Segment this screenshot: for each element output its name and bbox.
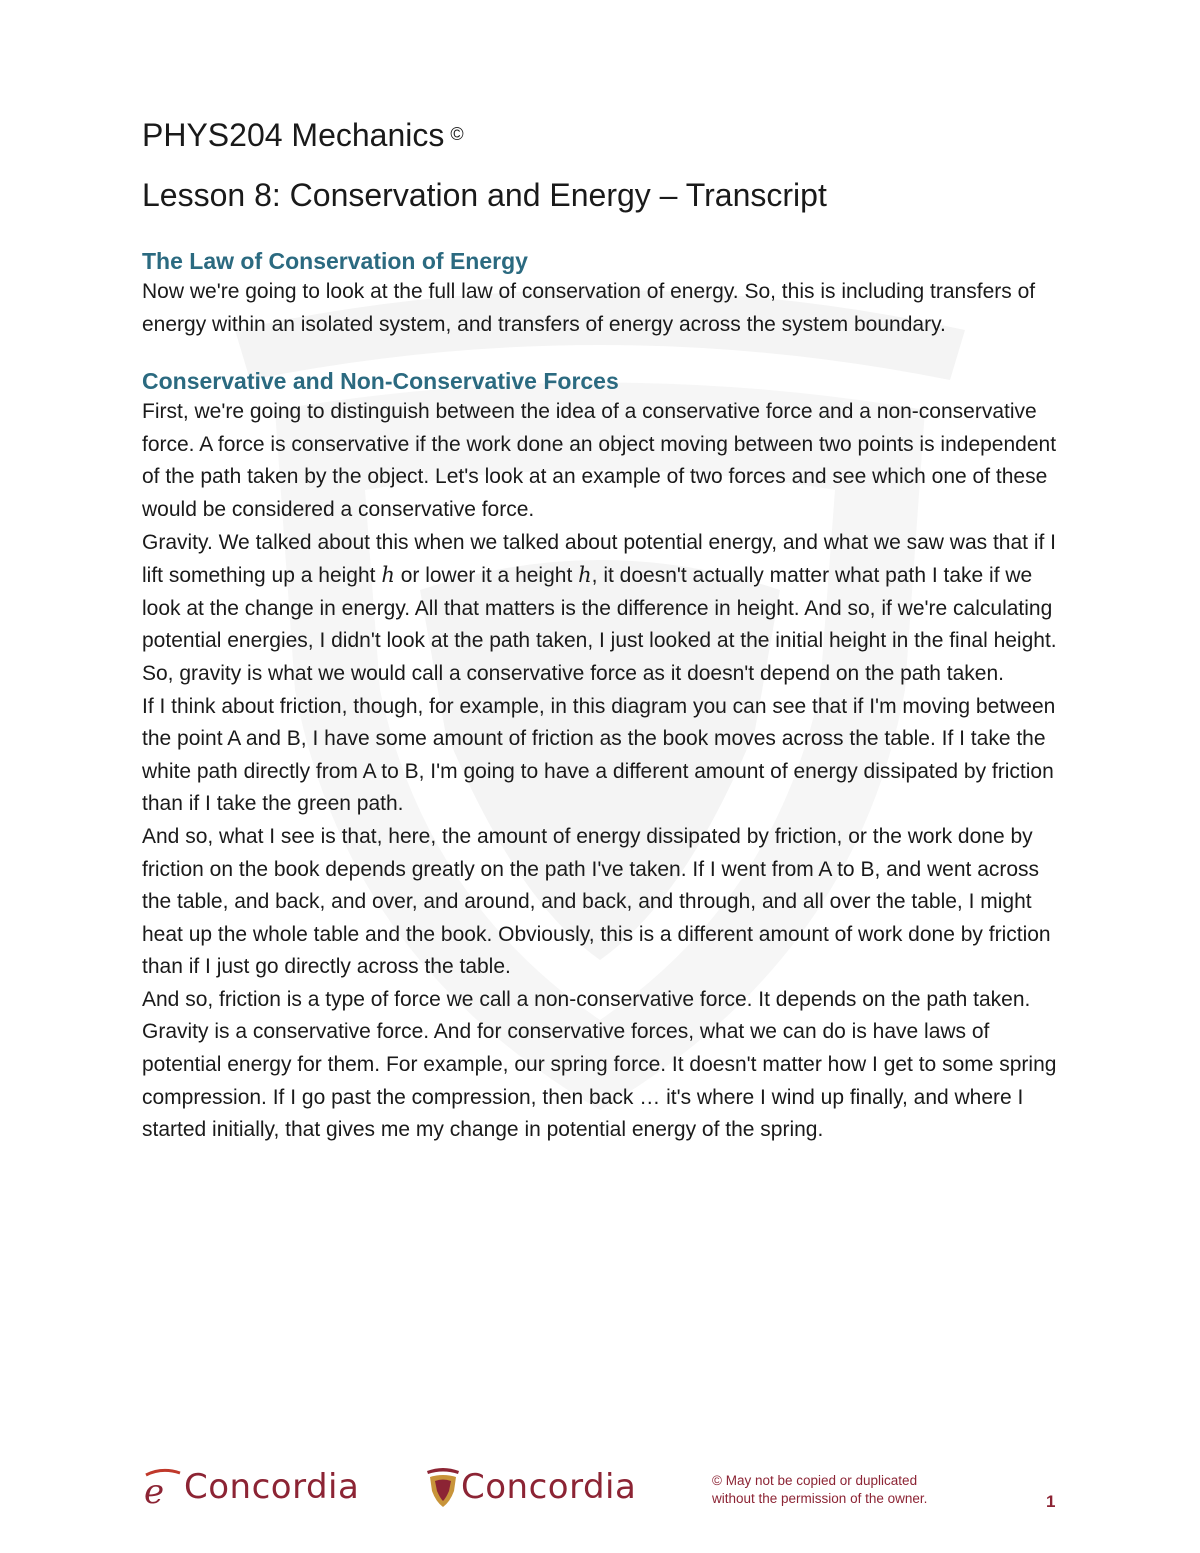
paragraph-friction-diagram: If I think about friction, though, for example, in this diagram you can see that if I'm moving between the point A and B, I have some amount of friction as the book moves across the table. If I take the white path directly from A to B, I'm going to have a different amount of energy dissipated by friction than if I take the green path. [142,694,1056,816]
copyright-notice [712,1472,927,1508]
svg-text:e: e [144,1472,165,1509]
econcordia-logo-text: Concordia [184,1467,360,1507]
paragraph-non-conservative: And so, friction is a type of force we call a non-conservative force. It depends on the path taken. Gravity is a conservative force. And for conservative forces, what we can do is have laws of potential energy for them. For example, our spring force. It doesn't matter how I get to some spring compression. If I go past the compression, then back … it's where I wind up finally, and where I started initially, that gives me my change in potential energy of the spring. [142,987,1057,1142]
height-variable: h [578,563,592,588]
concordia-logo-text: Concordia [461,1467,637,1507]
section-heading-conservative-forces: Conservative and Non-Conservative Forces [142,368,619,395]
copyright-notice-line2: without the permission of the owner. [712,1491,928,1506]
height-variable: h [381,563,395,588]
gravity-text-part1: Gravity. We talked about this when we talked about potential energy, and what we saw was that if I lift something up a height [142,530,1057,588]
paragraph-friction-path: And so, what I see is that, here, the amount of energy dissipated by friction, or the work done by friction on the book depends greatly on the path I've taken. If I went from A to B, and went across the table, and back, and over, and around, and back, and through, and all over the table, I might heat up the whole table and the book. Obviously, this is a different amount of work done by friction than if I just go directly across the table. [142,824,1051,979]
lesson-title: Lesson 8: Conservation and Energy – Transcript [142,177,827,213]
copyright-notice-line1: © May not be copied or duplicated [712,1473,918,1488]
econcordia-logo [140,1462,359,1512]
course-title-text: PHYS204 Mechanics [142,117,445,153]
concordia-shield-icon [425,1465,461,1509]
document-body [142,100,1072,1147]
page-number: 1 [1046,1492,1056,1511]
concordia-logo [425,1462,636,1512]
course-title [142,114,1072,155]
copyright-mark: © [450,124,464,144]
section-heading-law-of-conservation: The Law of Conservation of Energy [142,248,528,274]
paragraph-law-intro: Now we're going to look at the full law of conservation of energy. So, this is including transfers of energy within an isolated system, and transfers of energy across the system boundary. [142,280,1036,336]
gravity-text-part2: or lower it a height [394,564,579,588]
econcordia-e-swoosh-icon [140,1465,184,1509]
paragraph-gravity [142,527,1072,691]
paragraph-conservative-definition: First, we're going to distinguish between the idea of a conservative force and a non-conservative force. A force is conservative if the work done an object moving between two points is independent of the path taken by the object. Let's look at an example of two forces and see which one of these would be considered a conservative force. [142,400,1057,521]
gravity-text-part3: , it doesn't actually matter what path I take if we look at the change in energy. All that matters is the difference in height. And so, if we're calculating potential energies, I didn't look at the path taken, I just looked at the initial height in the final height. So, gravity is what we would call a conservative force as it doesn't depend on the path taken. [142,564,1057,685]
